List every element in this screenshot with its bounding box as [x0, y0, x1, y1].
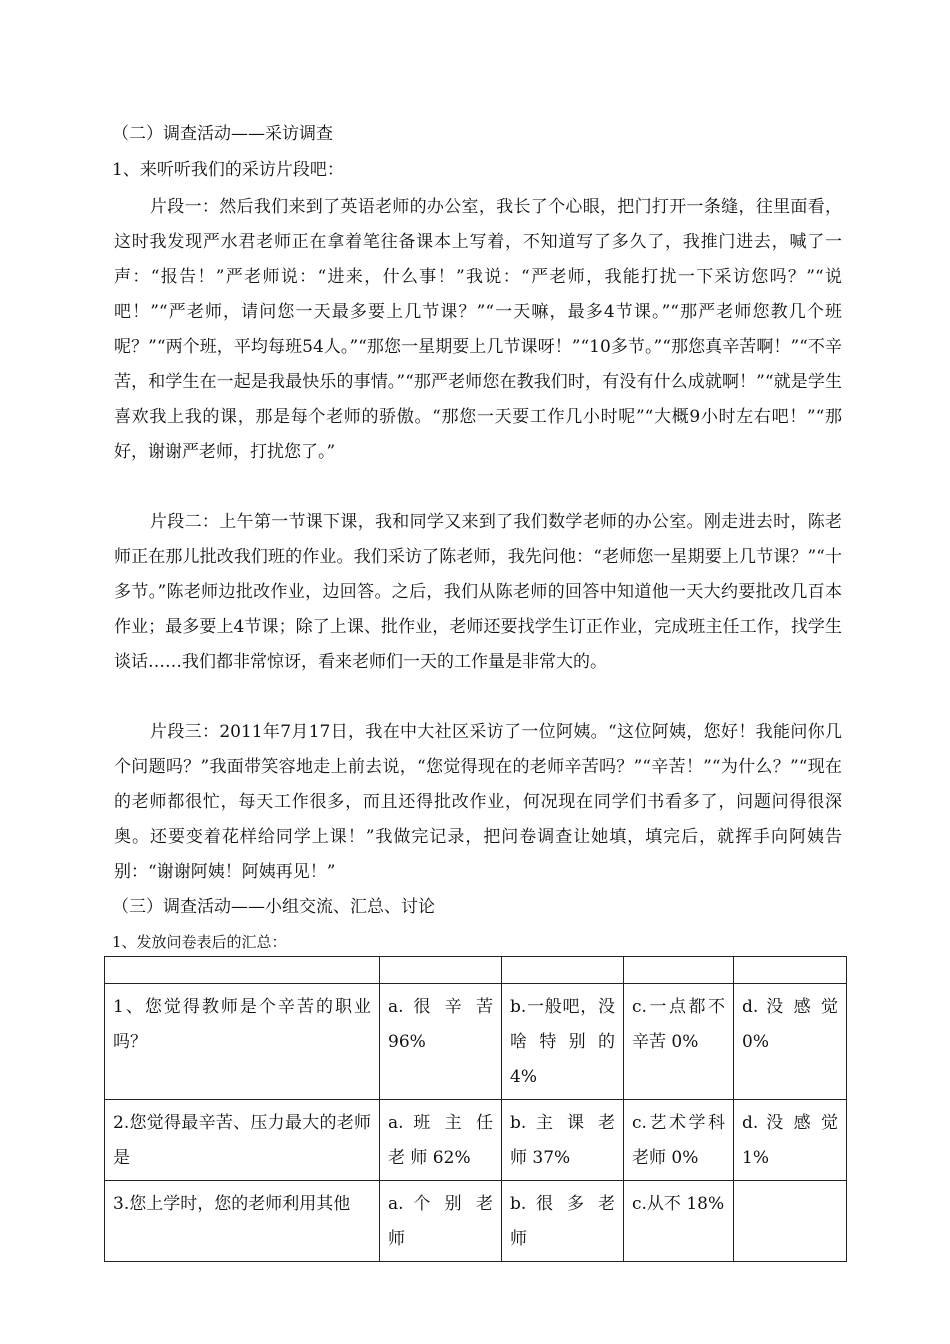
table-row: [105, 984, 847, 1100]
option-b-cell: b. 主 课 老 师 37%: [502, 1100, 624, 1181]
question-cell: 3.您上学时，您的老师利用其他: [105, 1181, 380, 1262]
item1-title: 1、来听听我们的采访片段吧：: [112, 160, 344, 180]
option-a-cell: a. 个 别 老 师: [380, 1181, 502, 1262]
option-d-cell: d. 没 感 觉 0%: [734, 984, 847, 1100]
question-cell: 2.您觉得最辛苦、压力最大的老师是: [105, 1100, 380, 1181]
option-c-cell: c.一点都不辛苦 0%: [624, 984, 734, 1100]
option-c-cell: c.从不 18%: [624, 1181, 734, 1262]
section2-title: （二）调查活动——采访调查: [112, 124, 333, 144]
table-row: [105, 1100, 847, 1181]
table-row: [105, 1181, 847, 1262]
fragment-three-paragraph: 片段三：2011年7月17日，我在中大社区采访了一位阿姨。“这位阿姨，您好！我能问你几个问题吗？”我面带笑容地走上前去说，“您觉得现在的老师辛苦吗？”“辛苦！”“为什么？”“现在的老师都很忙，每天工作很多，而且还得批改作业，何况现在同学们书看多了，问题问得很深奥。还要变着花样给同学上课！”我做完记录，把问卷调查让她填，填完后，就挥手向阿姨告别：“谢谢阿姨！阿姨再见！”: [114, 722, 842, 882]
option-a-cell: a. 班 主 任 老 师 62%: [380, 1100, 502, 1181]
fragment-one-paragraph: 片段一：然后我们来到了英语老师的办公室，我长了个心眼，把门打开一条缝，往里面看，这时我发现严水君老师正在拿着笔往备课本上写着，不知道写了多久了，我推门进去，喊了一声：“报告！”严老师说：“进来，什么事！”我说：“严老师，我能打扰一下采访您吗？”“说吧！”“严老师，请问您一天最多要上几节课？”“一天嘛，最多4节课。”“那严老师您教几个班呢？”“两个班，平均每班54人。”“那您一星期要上几节课呀！”“10多节。”“那您真辛苦啊！”“不辛苦，和学生在一起是我最快乐的事情。”“那严老师您在教我们时，有没有什么成就啊！”“就是学生喜欢我上我的课，那是每个老师的骄傲。“那您一天要工作几小时呢”“大概9小时左右吧！”“那好，谢谢严老师，打扰您了。”: [114, 197, 842, 462]
survey-summary-table: [104, 956, 847, 1262]
option-a-cell: a. 很 辛 苦 96%: [380, 984, 502, 1100]
option-d-cell: d. 没 感 觉 1%: [734, 1100, 847, 1181]
table-header-row: [105, 957, 847, 984]
summary-title: 1、发放问卷表后的汇总：: [112, 933, 287, 951]
table-cell: [734, 957, 847, 984]
section3-title: （三）调查活动——小组交流、汇总、讨论: [112, 897, 435, 917]
table-cell: [624, 957, 734, 984]
table-cell: [380, 957, 502, 984]
table-cell: [502, 957, 624, 984]
option-b-cell: b.一般吧，没啥 特 别 的 4%: [502, 984, 624, 1100]
fragment-two-paragraph: 片段二：上午第一节课下课，我和同学又来到了我们数学老师的办公室。刚走进去时，陈老师正在那儿批改我们班的作业。我们采访了陈老师，我先问他：“老师您一星期要上几节课？”“十多节。”陈老师边批改作业，边回答。之后，我们从陈老师的回答中知道他一天大约要批改几百本作业；最多要上4节课；除了上课、批作业，老师还要找学生订正作业，完成班主任工作，找学生谈话……我们都非常惊讶，看来老师们一天的工作量是非常大的。: [114, 512, 842, 672]
option-b-cell: b. 很 多 老 师: [502, 1181, 624, 1262]
question-cell: 1、您觉得教师是个辛苦的职业吗？: [105, 984, 380, 1100]
option-c-cell: c.艺术学科老师 0%: [624, 1100, 734, 1181]
option-d-cell: [734, 1181, 847, 1262]
table-cell: [105, 957, 380, 984]
